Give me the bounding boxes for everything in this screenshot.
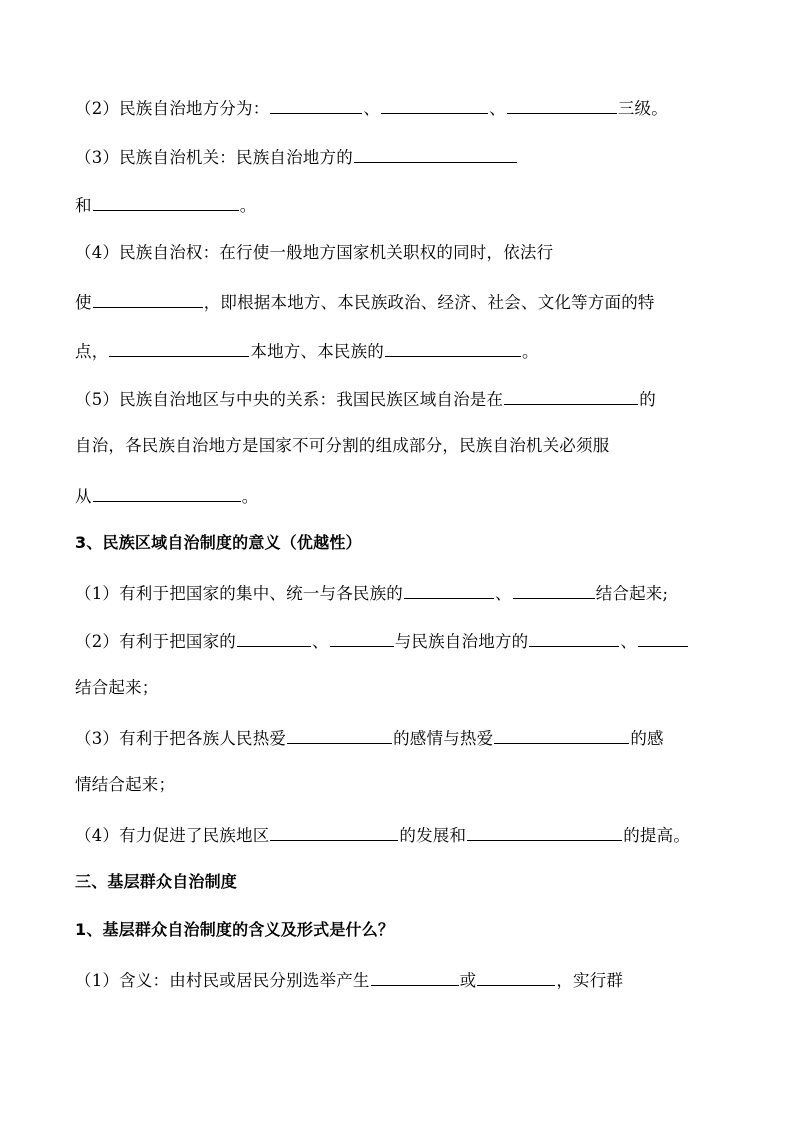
section-heading-significance xyxy=(75,532,362,554)
text-segment: 。 xyxy=(239,196,257,215)
fill-blank[interactable] xyxy=(287,726,392,744)
fill-blank[interactable] xyxy=(638,629,688,647)
text-segment: 、 xyxy=(495,584,512,603)
fill-blank[interactable] xyxy=(467,823,622,841)
text-segment: （3）民族自治机关：民族自治地方的 xyxy=(75,148,353,167)
fill-blank[interactable] xyxy=(270,823,398,841)
text-segment: （4）民族自治权：在行使一般地方国家机关职权的同时，依法行 xyxy=(75,243,554,262)
text-segment: 、 xyxy=(363,99,381,118)
text-segment: 情结合起来； xyxy=(75,775,176,794)
heading-text: 3、民族区域自治制度的意义（优越性） xyxy=(75,533,362,552)
fill-blank[interactable] xyxy=(385,339,521,357)
fill-blank[interactable] xyxy=(504,387,638,405)
text-segment: 结合起来； xyxy=(75,678,159,697)
fill-blank[interactable] xyxy=(270,96,362,114)
text-segment: 和 xyxy=(75,196,92,215)
fill-blank[interactable] xyxy=(93,484,241,502)
text-segment: 的感情与热爱 xyxy=(393,729,494,748)
fill-blank[interactable] xyxy=(477,968,555,986)
blank-line-significance-2 xyxy=(75,629,689,653)
fill-blank[interactable] xyxy=(354,145,517,163)
paragraph-feeling xyxy=(75,774,175,796)
text-segment: （1）含义：由村民或居民分别选举产生 xyxy=(75,971,370,990)
paragraph-central-relation xyxy=(75,435,609,457)
text-segment: （2）民族自治地方分为： xyxy=(75,99,270,118)
fill-blank[interactable] xyxy=(513,581,595,599)
text-segment: 、 xyxy=(312,632,329,651)
text-segment: ，实行群 xyxy=(556,971,624,990)
text-segment: 的感 xyxy=(630,729,664,748)
blank-line-features xyxy=(75,339,539,363)
text-segment: 。 xyxy=(241,487,259,506)
text-segment: （5）民族自治地区与中央的关系：我国民族区域自治是在 xyxy=(75,390,504,409)
blank-line-grassroots-meaning xyxy=(75,968,623,992)
blank-line-obey xyxy=(75,484,258,508)
text-segment: （1）有利于把国家的集中、统一与各民族的 xyxy=(75,584,403,603)
fill-blank[interactable] xyxy=(494,726,629,744)
text-segment: 的发展和 xyxy=(399,826,467,845)
text-segment: 。 xyxy=(522,342,539,361)
text-segment: ，即根据本地方、本民族政治、经济、社会、文化等方面的特 xyxy=(203,293,655,312)
blank-line-significance-1 xyxy=(75,581,668,605)
text-segment: （4）有力促进了民族地区 xyxy=(75,826,270,845)
fill-blank[interactable] xyxy=(93,290,203,308)
blank-line-autonomous-levels xyxy=(75,96,668,120)
section-heading-grassroots xyxy=(75,871,237,893)
text-segment: 与民族自治地方的 xyxy=(394,632,529,651)
blank-line-autonomy-right xyxy=(75,290,655,314)
text-segment: （2）有利于把国家的 xyxy=(75,632,236,651)
text-segment: 或 xyxy=(459,971,477,990)
blank-line-significance-4 xyxy=(75,823,690,847)
fill-blank[interactable] xyxy=(507,96,617,114)
blank-line-organs-continued xyxy=(75,193,256,217)
text-segment: 使 xyxy=(75,293,92,312)
fill-blank[interactable] xyxy=(237,629,311,647)
fill-blank[interactable] xyxy=(330,629,394,647)
fill-blank[interactable] xyxy=(404,581,494,599)
fill-blank[interactable] xyxy=(93,193,239,211)
text-segment: 从 xyxy=(75,487,92,506)
paragraph-combine xyxy=(75,677,159,699)
text-segment: （3）有利于把各族人民热爱 xyxy=(75,729,287,748)
text-segment: 点， xyxy=(75,342,109,361)
blank-line-significance-3 xyxy=(75,726,664,750)
fill-blank[interactable] xyxy=(371,968,459,986)
text-segment: 结合起来; xyxy=(595,584,669,603)
question-heading-grassroots xyxy=(75,919,394,941)
fill-blank[interactable] xyxy=(381,96,488,114)
text-segment: 、 xyxy=(489,99,506,118)
fill-blank[interactable] xyxy=(529,629,619,647)
heading-text: 三、基层群众自治制度 xyxy=(75,872,238,891)
text-segment: 本地方、本民族的 xyxy=(250,342,385,361)
text-segment: 的提高。 xyxy=(623,826,691,845)
heading-text: 1、基层群众自治制度的含义及形式是什么？ xyxy=(75,920,395,939)
blank-line-central-relation xyxy=(75,387,656,411)
fill-blank[interactable] xyxy=(109,339,249,357)
text-segment: 、 xyxy=(620,632,638,651)
paragraph-autonomy-right xyxy=(75,242,553,264)
text-segment: 的 xyxy=(639,390,656,409)
blank-line-autonomous-organs xyxy=(75,145,518,169)
text-segment: 自治，各民族自治地方是国家不可分割的组成部分，民族自治机关必须服 xyxy=(75,436,610,455)
text-segment: 三级。 xyxy=(617,99,668,118)
